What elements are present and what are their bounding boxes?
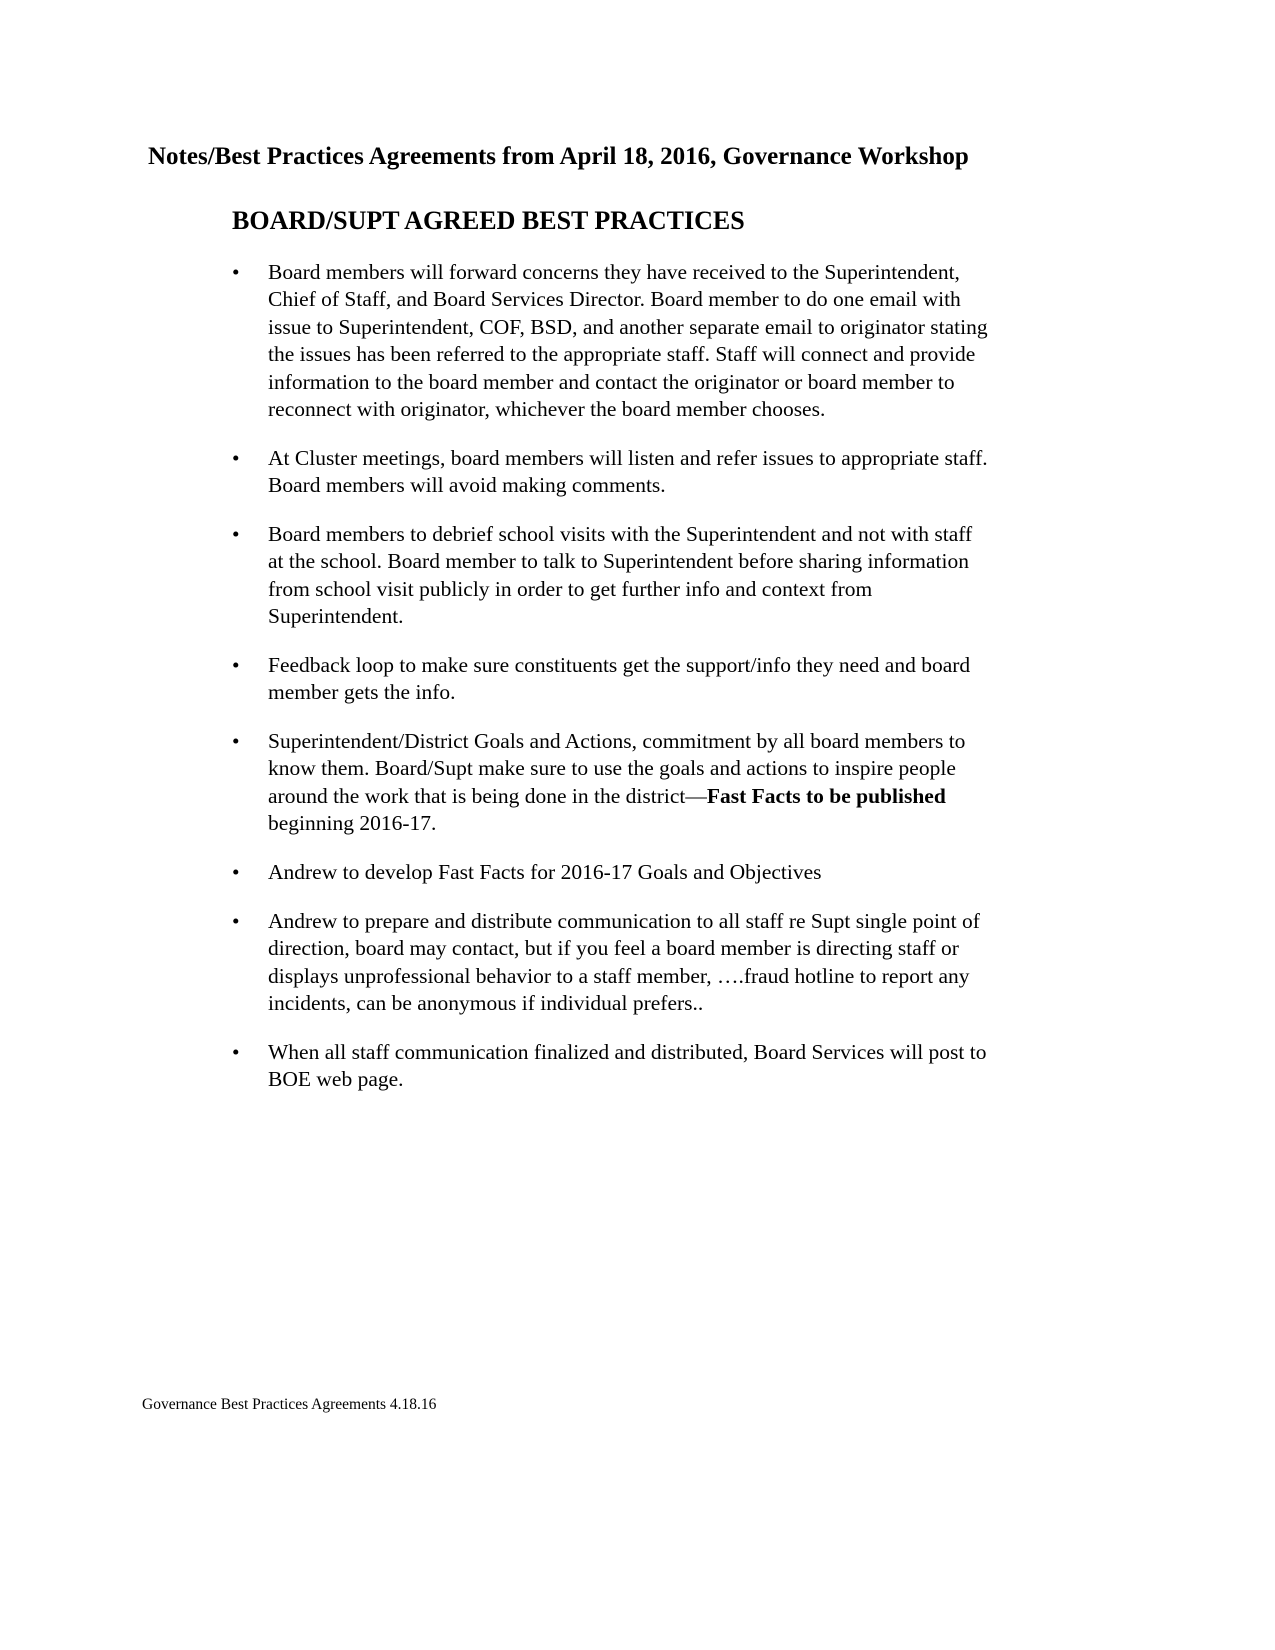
bold-emphasis: Fast Facts to be published	[706, 783, 946, 808]
text-line	[268, 963, 980, 990]
list-item	[232, 445, 988, 500]
bullet-icon: •	[232, 1040, 240, 1064]
text-line	[268, 652, 970, 679]
line-text: Andrew to prepare and distribute communication to all staff re Supt single point of	[268, 909, 980, 933]
text-line	[268, 810, 965, 837]
line-text: at the school. Board member to talk to Superintendent before sharing information	[268, 549, 969, 574]
list-item	[232, 728, 965, 838]
text-line	[268, 728, 965, 755]
text-line	[268, 1039, 987, 1066]
text-line	[268, 286, 988, 313]
line-text: around the work that is being done in the district—	[268, 783, 707, 808]
line-text: Feedback loop to make sure constituents get the support/info they need and board	[268, 653, 971, 677]
line-text: Andrew to develop Fast Facts for 2016-17 Goals and Objectives	[268, 860, 822, 884]
text-line	[268, 396, 988, 423]
document-title: Notes/Best Practices Agreements from April 18, 2016, Governance Workshop	[148, 143, 969, 170]
bullet-icon: •	[232, 729, 240, 753]
line-text: Board members to debrief school visits with the Superintendent and not with staff	[268, 522, 973, 546]
line-text: the issues has been referred to the appropriate staff. Staff will connect and provide	[268, 342, 976, 367]
bullet-icon: •	[232, 860, 240, 884]
text-line	[268, 1066, 987, 1093]
text-line	[268, 679, 970, 706]
line-text: displays unprofessional behavior to a staff member, ….fraud hotline to report any	[268, 963, 970, 988]
text-line	[268, 935, 980, 962]
line-text: beginning 2016-17.	[268, 811, 437, 836]
text-line	[268, 341, 988, 368]
bullet-icon: •	[232, 653, 240, 677]
bullet-icon: •	[232, 446, 240, 470]
page-footer: Governance Best Practices Agreements 4.18.16	[142, 1396, 437, 1413]
line-text: Board members will forward concerns they have received to the Superintendent,	[268, 260, 960, 284]
line-text: from school visit publicly in order to get further info and context from	[268, 576, 873, 601]
text-line	[268, 603, 972, 630]
line-text: Board members will avoid making comments.	[268, 473, 666, 498]
line-text: issue to Superintendent, COF, BSD, and another separate email to originator stating	[268, 314, 988, 339]
bullet-icon: •	[232, 909, 240, 933]
text-line	[268, 314, 988, 341]
line-text: information to the board member and contact the originator or board member to	[268, 369, 955, 394]
line-text: At Cluster meetings, board members will listen and refer issues to appropriate staff.	[268, 446, 988, 470]
text-line	[268, 548, 972, 575]
text-line	[268, 859, 822, 886]
line-text: Superintendent/District Goals and Actions, commitment by all board members to	[268, 729, 966, 753]
list-item	[232, 908, 980, 1018]
text-line	[268, 908, 980, 935]
text-line	[268, 369, 988, 396]
text-line	[268, 472, 988, 499]
section-heading: BOARD/SUPT AGREED BEST PRACTICES	[232, 206, 745, 235]
line-text: direction, board may contact, but if you feel a board member is directing staff or	[268, 936, 959, 961]
list-item	[232, 652, 970, 707]
line-text: know them. Board/Supt make sure to use the goals and actions to inspire people	[268, 756, 956, 781]
text-line	[268, 783, 965, 810]
line-text: reconnect with originator, whichever the board member chooses.	[268, 397, 826, 422]
text-line	[268, 576, 972, 603]
line-text: member gets the info.	[268, 680, 456, 705]
line-text: BOE web page.	[268, 1067, 404, 1092]
list-item	[232, 859, 822, 886]
list-item	[232, 521, 972, 631]
list-item	[232, 259, 988, 423]
text-line	[268, 990, 980, 1017]
list-item	[232, 1039, 987, 1094]
bullet-icon: •	[232, 260, 240, 284]
text-line	[268, 521, 972, 548]
line-text: When all staff communication finalized and distributed, Board Services will post to	[268, 1040, 987, 1064]
line-text: incidents, can be anonymous if individual prefers..	[268, 991, 704, 1016]
line-text: Chief of Staff, and Board Services Director. Board member to do one email with	[268, 287, 961, 312]
bullet-icon: •	[232, 522, 240, 546]
line-text: Superintendent.	[268, 604, 404, 629]
text-line	[268, 445, 988, 472]
text-line	[268, 755, 965, 782]
text-line	[268, 259, 988, 286]
